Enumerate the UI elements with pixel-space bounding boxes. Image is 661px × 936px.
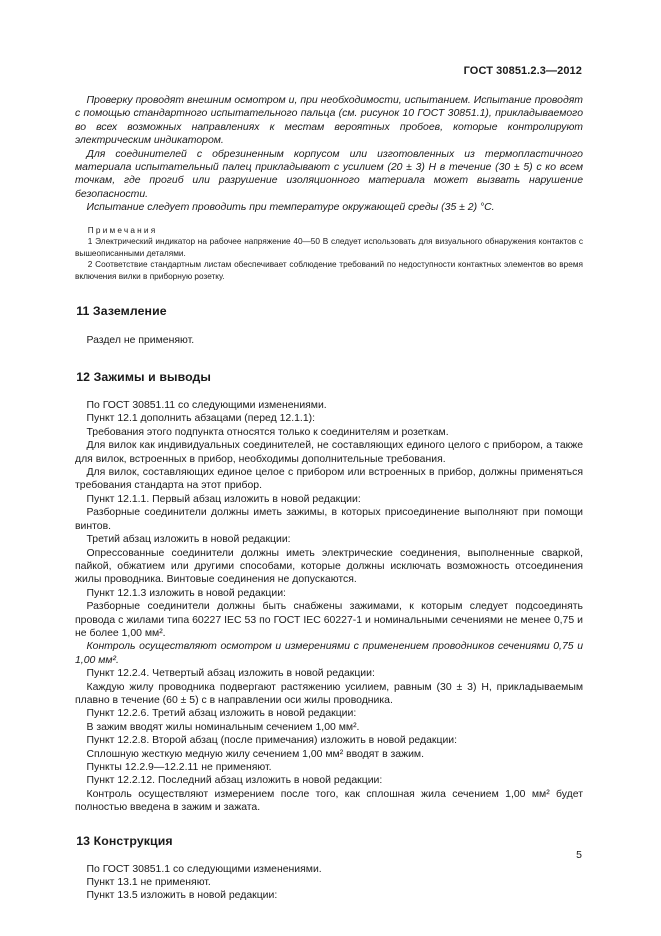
paragraph: Пункты 12.2.9—12.2.11 не применяют. xyxy=(86,762,272,773)
intro-paragraph: Для соединителей с обрезиненным корпусом или изготовленных из термопластичного материала испытательный палец прикладывают с усилием (20 ± 3) Н в течение (30 ± 5) с ко всем точкам, где прогиб или разрушение изоляционного материала может вызвать нарушение безопасности. xyxy=(75,148,583,200)
document-body xyxy=(75,94,583,903)
paragraph: Контроль осуществляют осмотром и измерениями с применением проводников сечениями 0,75 и 1,00 мм². xyxy=(75,641,583,666)
paragraph: Пункт 12.2.6. Третий абзац изложить в новой редакции: xyxy=(86,708,357,720)
section-13-content xyxy=(75,863,583,903)
paragraph: Пункт 12.1.1. Первый абзац изложить в новой редакции: xyxy=(86,493,361,505)
paragraph: Пункт 12.2.12. Последний абзац изложить в новой редакции: xyxy=(86,775,383,787)
paragraph: Третий абзац изложить в новой редакции: xyxy=(86,534,291,546)
paragraph: Пункт 12.1 дополнить абзацами (перед 12.1.1): xyxy=(86,413,316,425)
paragraph: Пункт 12.1.3 изложить в новой редакции: xyxy=(86,587,286,599)
document-header: ГОСТ 30851.2.3—2012 xyxy=(463,65,582,77)
paragraph: Пункт 12.2.8. Второй абзац (после примечания) изложить в новой редакции: xyxy=(86,735,458,747)
section-heading-12: 12 Зажимы и выводы xyxy=(76,370,212,385)
paragraph: Пункт 13.5 изложить в новой редакции: xyxy=(86,890,278,902)
section-heading-13: 13 Конструкция xyxy=(76,833,173,848)
note-item: 2 Соответствие стандартным листам обеспечивает соблюдение требований по недоступности контактных элементов во время включения вилки в приборную розетку. xyxy=(75,260,583,282)
paragraph: Сплошную жесткую медную жилу сечением 1,00 мм² вводят в зажим. xyxy=(86,748,424,760)
paragraph: Разборные соединители должны иметь зажимы, в которых присоединение выполняют при помощи винтов. xyxy=(75,507,583,532)
note-item: 1 Электрический индикатор на рабочее напряжение 40—50 В следует использовать для визуального обнаружения контактов с вышеописанными деталями. xyxy=(75,237,583,258)
paragraph: Пункт 12.2.4. Четвертый абзац изложить в новой редакции: xyxy=(86,668,375,680)
paragraph: Разборные соединители должны быть снабжены зажимами, к которым следует подсоединять провода с жилами типа 60227 IEC 53 по ГОСТ IEC 60227-1 и номинальными сечениями не менее 0,75 и не более 1,00 мм². xyxy=(75,601,583,639)
paragraph: Пункт 13.1 не применяют. xyxy=(86,877,211,889)
page-number: 5 xyxy=(576,849,582,861)
section-11-text: Раздел не применяют. xyxy=(86,334,195,346)
paragraph: Контроль осуществляют измерением после того, как сплошная жила сечением 1,00 мм² будет полностью введена в зажим и зажата. xyxy=(75,788,583,814)
section-heading-11: 11 Заземление xyxy=(76,303,167,318)
paragraph: По ГОСТ 30851.11 со следующими изменениями. xyxy=(86,400,327,412)
notes-block xyxy=(75,225,583,283)
paragraph: Требования этого подпункта относятся только к соединителям и розеткам. xyxy=(86,426,449,438)
intro-paragraph: Испытание следует проводить при температуре окружающей среды (35 ± 2) °С. xyxy=(86,202,495,214)
notes-title: Примечания xyxy=(87,225,158,235)
paragraph: Для вилок как индивидуальных соединителей, не составляющих единого целого с прибором, а также для вилок, встроенных в прибор, необходимы дополнительные требования. xyxy=(75,440,583,465)
paragraph: Опрессованные соединители должны иметь электрические соединения, выполненные сваркой, пайкой, обжатием или другими способами, которые должны исключать возможность отсоединения жилы проводника. Винтовые соединения не допускаются. xyxy=(75,547,583,586)
section-12-content xyxy=(75,399,583,815)
intro-paragraph: Проверку проводят внешним осмотром и, при необходимости, испытанием. Испытание проводят с помощью стандартного испытательного пальца (см. рисунок 10 ГОСТ 30851.1), прикладываемого во всех возможных направлениях к местам вероятных пробоев, которые контролируют электрическим индикатором. xyxy=(75,95,583,147)
paragraph: Для вилок, составляющих единое целое с прибором или встроенных в прибор, должны применяться требования стандарта на этот прибор. xyxy=(75,467,583,492)
paragraph: По ГОСТ 30851.1 со следующими изменениями. xyxy=(86,863,322,875)
paragraph: В зажим вводят жилы номинальным сечением 1,00 мм². xyxy=(86,721,360,733)
paragraph: Каждую жилу проводника подвергают растяжению усилием, равным (30 ± 3) Н, прикладываемым плавно в течение (60 ± 5) с в направлении оси жилы проводника. xyxy=(75,681,583,706)
